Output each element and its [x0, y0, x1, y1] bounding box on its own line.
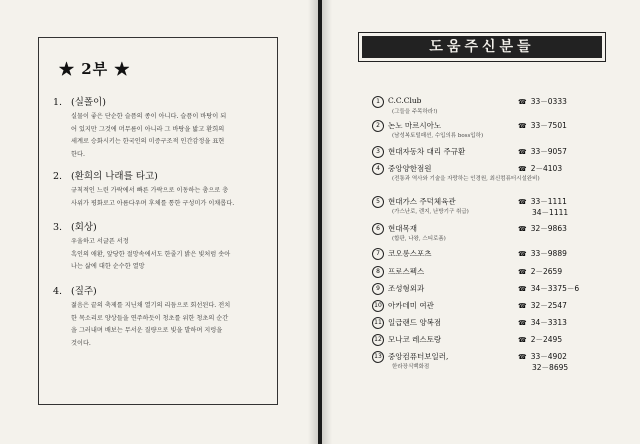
sponsor-description: (전통과 역사와 기술을 자랑하는 인경원, 최신컴퓨터시설완비) [392, 176, 540, 182]
telephone-icon: ☎ [518, 225, 527, 233]
sponsor-name: C.C.Club [388, 96, 422, 105]
telephone-icon: ☎ [518, 319, 527, 327]
telephone-icon: ☎ [518, 353, 527, 361]
sponsor-description: (가스난로, 렌지, 난방기구 취급) [392, 209, 469, 215]
phone-number: ☎ 33－1111 [518, 197, 567, 206]
phone-number: ☎ 32－9863 [518, 224, 567, 233]
entry-number-badge: 7 [372, 248, 384, 260]
sponsor-description: (그들을 주목하라!) [392, 109, 438, 115]
section-number: 2. [53, 171, 63, 182]
telephone-icon: ☎ [518, 250, 527, 258]
phone-number: ☎ 34－3313 [518, 318, 567, 327]
section-title: (회상) [71, 222, 97, 233]
sponsor-name: 일급랜드 양복점 [388, 318, 442, 327]
telephone-icon: ☎ [518, 122, 527, 130]
part-title: ★ 2부 ★ [59, 60, 131, 78]
phone-number: ☎ 33－7501 [518, 121, 567, 130]
entry-number-badge: 2 [372, 120, 384, 132]
phone-number: ☎ 33－9057 [518, 147, 567, 156]
phone-number: ☎ 2－4103 [518, 164, 563, 173]
sponsor-name: 현대가스 주덕체육관 [388, 197, 456, 206]
phone-number: ☎ 2－2495 [518, 335, 563, 344]
entry-number-badge: 6 [372, 223, 384, 235]
phone-number: ☎ 34－3375－6 [518, 284, 580, 293]
gutter-shadow [308, 0, 318, 444]
gutter-shadow [322, 0, 332, 444]
entry-number-badge: 8 [372, 266, 384, 278]
phone-number-alt: 34－1111 [532, 208, 569, 217]
section-number: 4. [53, 286, 63, 297]
phone-number: ☎ 33－4902 [518, 352, 567, 361]
section-number: 1. [53, 97, 63, 108]
right-page [322, 0, 640, 444]
phone-number: ☎ 32－2547 [518, 301, 567, 310]
phone-number: ☎ 33－0333 [518, 97, 567, 106]
entry-number-badge: 10 [372, 300, 384, 312]
sponsor-description: (남성복토털패션, 수입의류 boss입하) [392, 133, 484, 139]
entry-number-badge: 11 [372, 317, 384, 329]
telephone-icon: ☎ [518, 268, 527, 276]
section-text: 규칙적인 느린 가락에서 빠른 가락으로 이동하는 춤으로 충 사위가 평화로고 아름다우며 후체를 통한 구성미가 이채롭다. [71, 187, 235, 207]
entry-number-badge: 5 [372, 196, 384, 208]
program-section [53, 283, 271, 350]
sponsor-name: 중앙양한점원 [388, 164, 432, 173]
entry-number-badge: 9 [372, 283, 384, 295]
phone-number: ☎ 33－9889 [518, 249, 567, 258]
program-section [53, 168, 271, 210]
phone-number-alt: 32－8695 [532, 363, 569, 372]
telephone-icon: ☎ [518, 285, 527, 293]
section-text: 실물이 좋은 단순한 슬픔의 종이 아니다. 슬픔이 바탕이 되 어 있지만 그것에 머무름이 아니라 그 바탕을 밟고 환희의 세계로 승화시키는 한국인의 미증구조적 인간감정을 표현 한다. [71, 113, 227, 158]
entry-number-badge: 12 [372, 334, 384, 346]
sponsor-name: 현대목재 [388, 224, 417, 233]
section-title: (실폴이) [71, 97, 106, 108]
entry-number-badge: 13 [372, 351, 384, 363]
sponsor-name: 중앙컴퓨터보일러, [388, 352, 449, 361]
section-text: 우울하고 서글픈 서정 흑인의 애환, 앞당한 절망속에서도 한줄기 밝은 빛처럼 솟아 나는 삶에 대한 순수한 열망 [71, 238, 231, 270]
section-title: (질주) [71, 286, 97, 297]
entry-number-badge: 3 [372, 146, 384, 158]
sponsor-name: 모나코 레스토랑 [388, 335, 442, 344]
program-frame [38, 37, 278, 405]
phone-number: ☎ 2－2659 [518, 267, 563, 276]
sponsor-description: (합판, 나왕, 스티로폼) [392, 236, 446, 242]
entry-number-badge: 1 [372, 96, 384, 108]
sponsor-name: 아카데미 여관 [388, 301, 434, 310]
sponsor-name: 프로스펙스 [388, 267, 425, 276]
sponsor-name: 논노 마르시아노 [388, 121, 442, 130]
sponsor-description: 한라장식백화점 [392, 364, 430, 370]
telephone-icon: ☎ [518, 148, 527, 156]
sponsors-title: 도움주신분들 [362, 36, 602, 58]
program-section [53, 219, 271, 274]
section-number: 3. [53, 222, 63, 233]
entry-number-badge: 4 [372, 163, 384, 175]
sponsor-name: 현대자동차 대리 주규환 [388, 147, 466, 156]
sponsor-name: 코오롱스포츠 [388, 249, 432, 258]
section-text: 젊음은 끝의 축제를 지닌채 열기의 리듬으로 회선된다. 전치 한 목소리로 양상들을 연주하듯이 청초를 위한 청초의 순간 을 그러내며 배보는 무서운 질량으로 빛을 발하며 지렁을 것이다. [71, 302, 231, 347]
telephone-icon: ☎ [518, 336, 527, 344]
sponsor-name: 조성형외과 [388, 284, 425, 293]
telephone-icon: ☎ [518, 165, 527, 173]
section-title: (환희의 나래를 타고) [71, 171, 158, 182]
telephone-icon: ☎ [518, 302, 527, 310]
telephone-icon: ☎ [518, 198, 527, 206]
left-page [0, 0, 318, 444]
program-section [53, 94, 271, 161]
telephone-icon: ☎ [518, 98, 527, 106]
